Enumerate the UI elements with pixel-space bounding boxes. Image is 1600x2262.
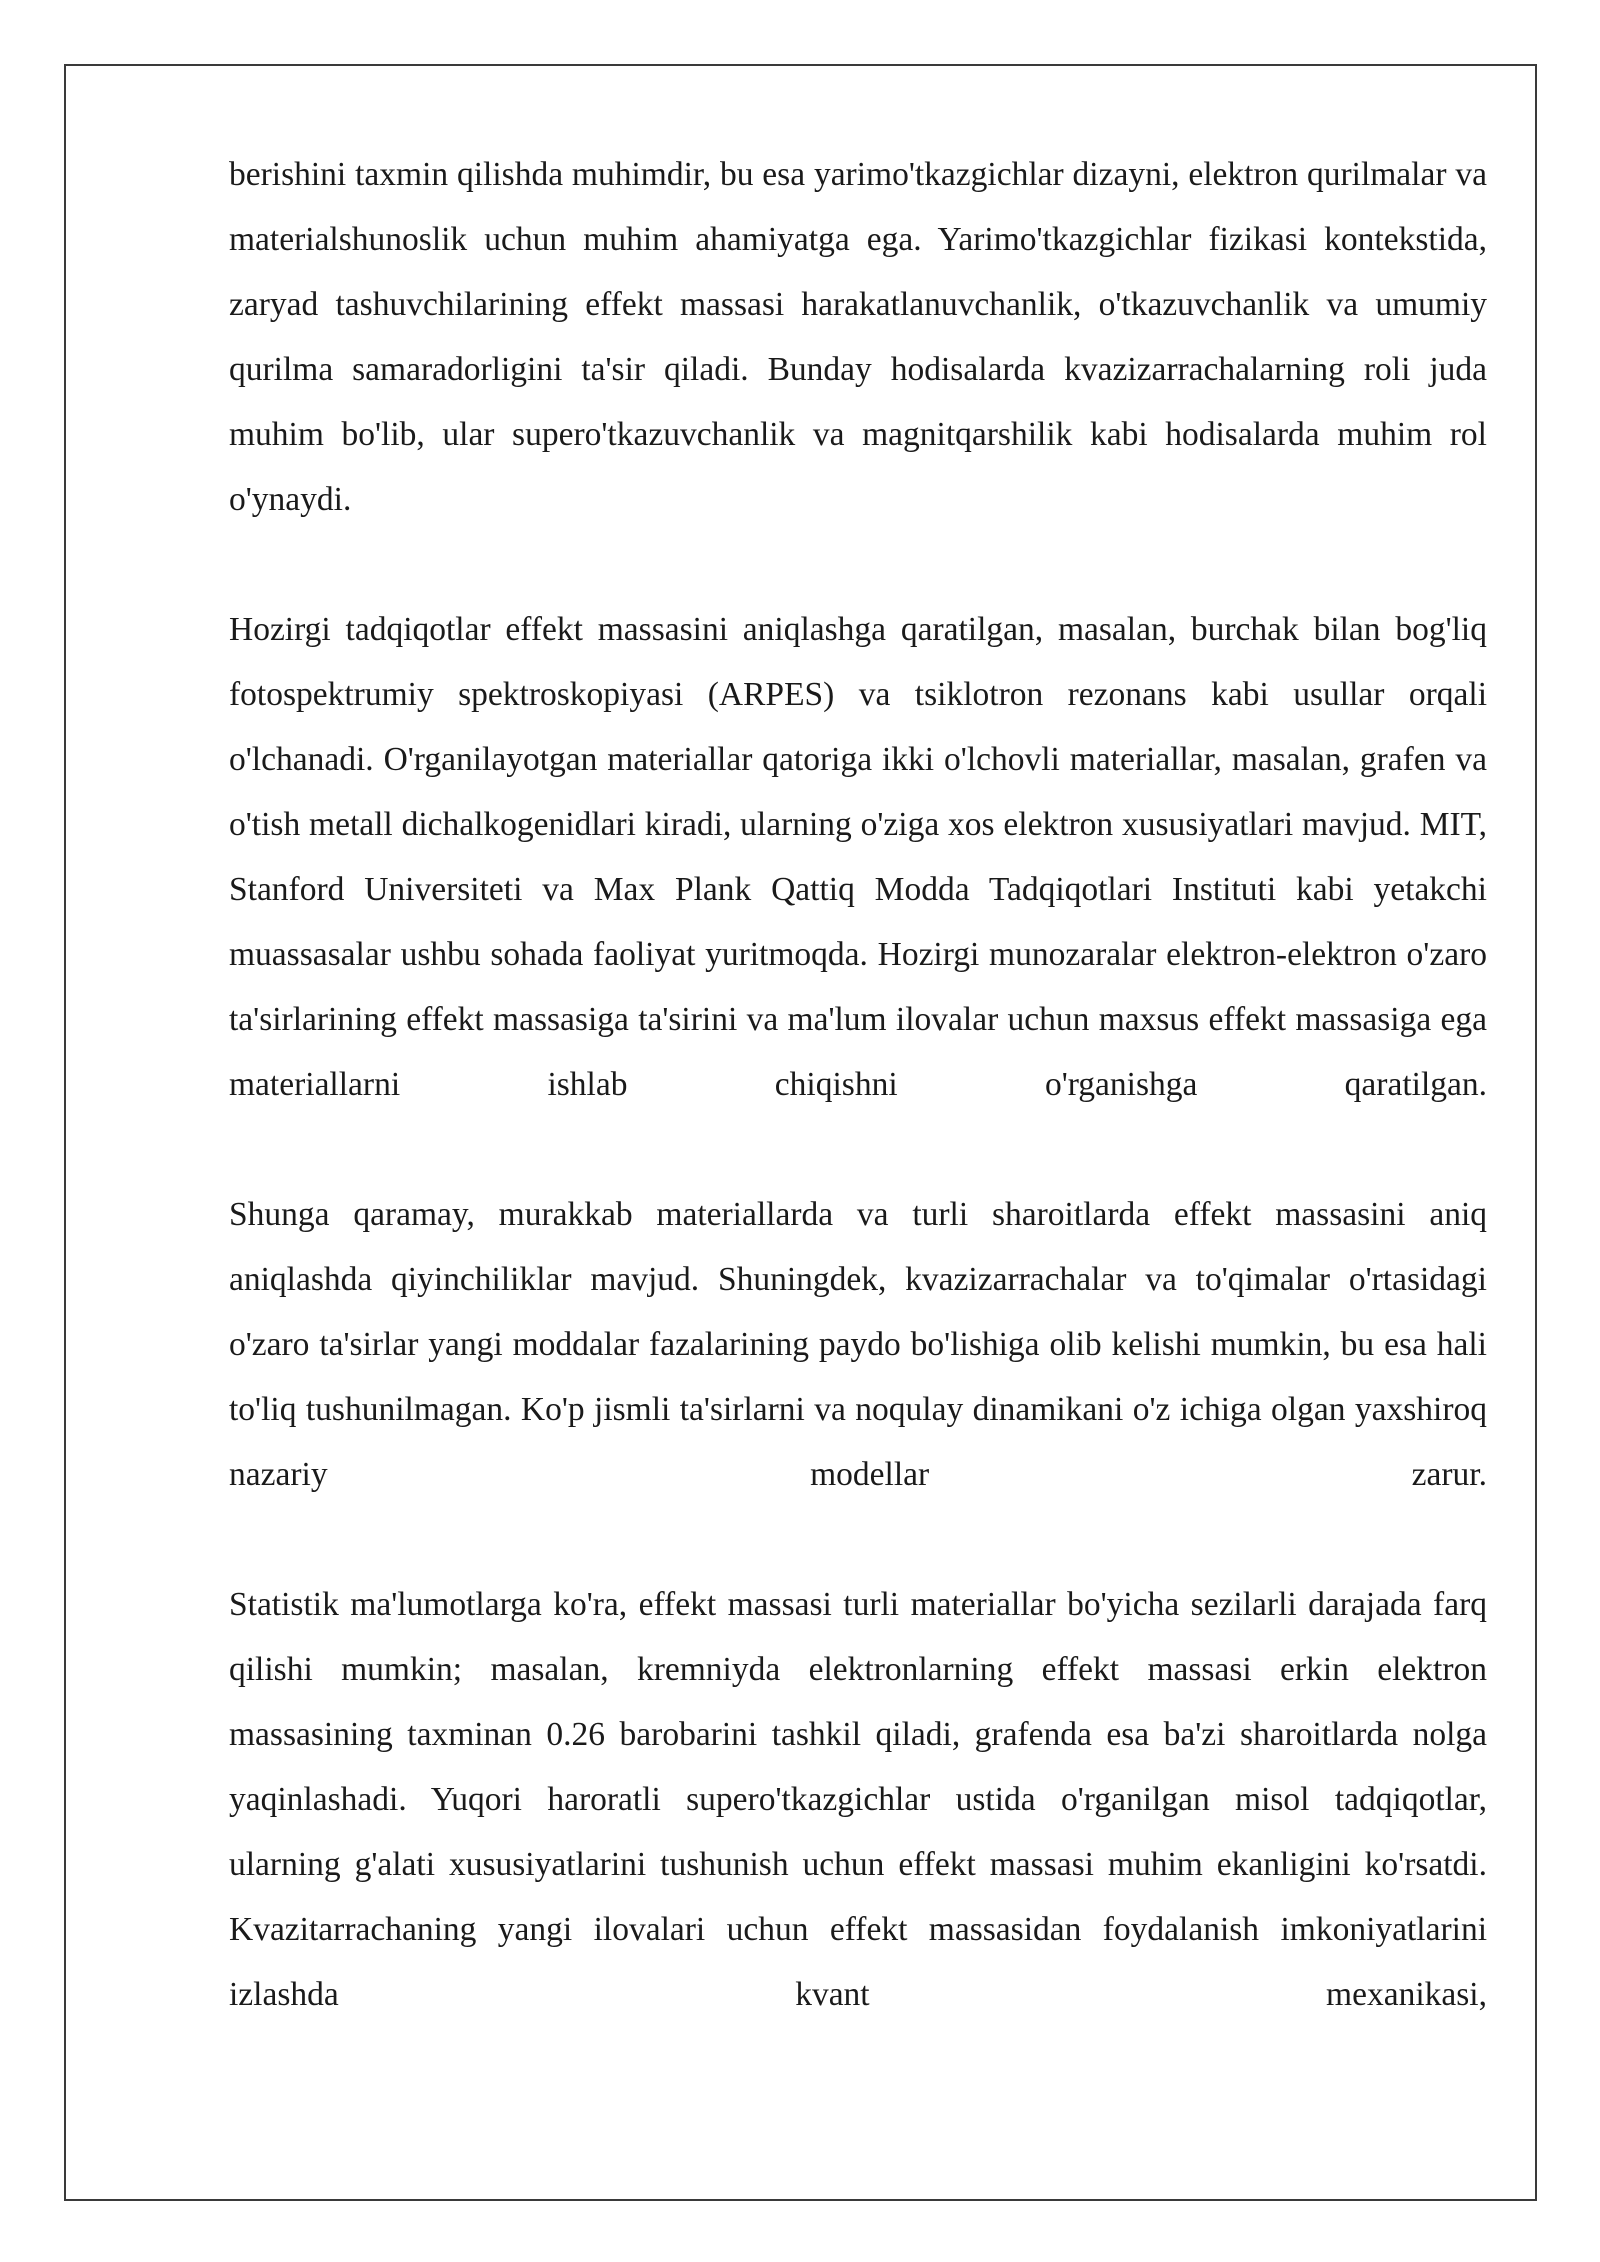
document-body — [229, 142, 1487, 2027]
paragraph-1: berishini taxmin qilishda muhimdir, bu esa yarimo'tkazgichlar dizayni, elektron qurilmalar va materialshunoslik uchun muhim ahamiyatga ega. Yarimo'tkazgichlar fizikasi kontekstida, zaryad tashuvchilarining effekt massasi harakatlanuvchanlik, o'tkazuvchanlik va umumiy qurilma samaradorligini ta'sir qiladi. Bunday hodisalarda kvazizarrachalarning roli juda muhim bo'lib, ular supero'tkazuvchanlik va magnitqarshilik kabi hodisalarda muhim rol o'ynaydi. — [229, 156, 1487, 518]
paragraph-4: Statistik ma'lumotlarga ko'ra, effekt massasi turli materiallar bo'yicha sezilarli darajada farq qilishi mumkin; masalan, kremniyda elektronlarning effekt massasi erkin elektron massasining taxminan 0.26 barobarini tashkil qiladi, grafenda esa ba'zi sharoitlarda nolga yaqinlashadi. Yuqori haroratli supero'tkazgichlar ustida o'rganilgan misol tadqiqotlar, ularning g'alati xususiyatlarini tushunish uchun effekt massasi muhim ekanligini ko'rsatdi. Kvazitarrachaning yangi ilovalari uchun effekt massasidan foydalanish imkoniyatlarini izlashda kvant mexanikasi, — [229, 1586, 1487, 2013]
paragraph-3: Shunga qaramay, murakkab materiallarda va turli sharoitlarda effekt massasini aniq aniqlashda qiyinchiliklar mavjud. Shuningdek, kvazizarrachalar va to'qimalar o'rtasidagi o'zaro ta'sirlar yangi moddalar fazalarining paydo bo'lishiga olib kelishi mumkin, bu esa hali to'liq tushunilmagan. Ko'p jismli ta'sirlarni va noqulay dinamikani o'z ichiga olgan yaxshiroq nazariy modellar zarur. — [229, 1196, 1487, 1493]
paragraph-2: Hozirgi tadqiqotlar effekt massasini aniqlashga qaratilgan, masalan, burchak bilan bog'liq fotospektrumiy spektroskopiyasi (ARPES) va tsiklotron rezonans kabi usullar orqali o'lchanadi. O'rganilayotgan materiallar qatoriga ikki o'lchovli materiallar, masalan, grafen va o'tish metall dichalkogenidlari kiradi, ularning o'ziga xos elektron xususiyatlari mavjud. MIT, Stanford Universiteti va Max Plank Qattiq Modda Tadqiqotlari Instituti kabi yetakchi muassasalar ushbu sohada faoliyat yuritmoqda. Hozirgi munozaralar elektron-elektron o'zaro ta'sirlarining effekt massasiga ta'sirini va ma'lum ilovalar uchun maxsus effekt massasiga ega materiallarni ishlab chiqishni o'rganishga qaratilgan. — [229, 611, 1487, 1103]
